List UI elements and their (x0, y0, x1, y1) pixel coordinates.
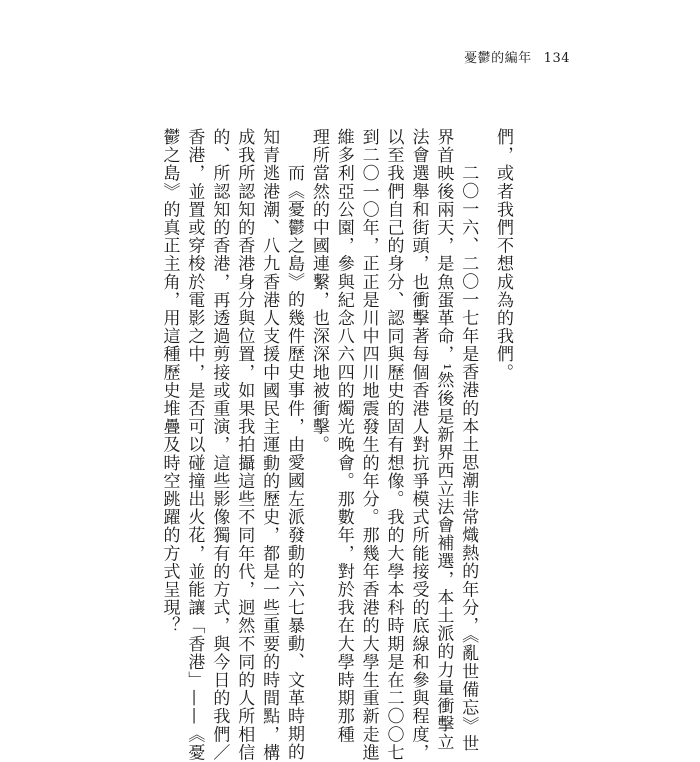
body-text (158, 128, 514, 762)
text-column: 法會選舉和街頭，也衝擊著每個香港人對抗爭模式所能接受的底線和參與程度， (408, 128, 429, 762)
text-column: 的、所認知的香港，再透過剪接或重演，這些影像獨有的方式，與今日的我們／ (209, 128, 230, 762)
running-head (464, 47, 570, 66)
text-column: 們，或者我們不想成為的我們。 (493, 128, 513, 382)
text-column: 而《憂鬱之島》的幾件歷史事件，由愛國左派發動的六七暴動、文革時期的 (283, 164, 304, 762)
text-column: 鬱之島》的真正主角，用這種歷史堆疊及時空跳躍的方式呈現？ (159, 128, 180, 635)
text-column: 成我所認知的香港身分與位置，如果我拍攝這些不同年代，迥然不同的人所相信 (234, 128, 255, 762)
text-column: 到二〇一〇年，正正是川中四川地震發生的年分。那幾年香港的大學生重新走進 (358, 128, 379, 762)
running-head-title: 憂鬱的編年 (464, 51, 532, 66)
text-column: 以至我們自己的身分、認同與歷史的固有想像。我的大學本科時期是在二〇〇七 (383, 128, 404, 762)
text-column: 理所當然的中國連繫，也深深地被衝擊。 (308, 128, 329, 454)
text-column: 二〇一六、二〇一七年是香港的本土思潮非常熾熱的年分，《亂世備忘》世 (458, 164, 479, 753)
text-column: 香港，並置或穿梭於電影之中，是否可以碰撞出火花，並能讓「香港」——《憂 (184, 128, 205, 762)
paragraph-gap (481, 128, 489, 583)
text-column: 維多利亞公園，參與紀念八六四的燭光晚會。那數年，對於我在大學時期那種 (333, 128, 354, 744)
text-column: 界首映後兩天，是魚蛋革命，¹然後是新界西立法會補選，本土派的力量衝擊立 (433, 128, 454, 752)
page-number: 134 (543, 51, 570, 66)
text-column: 知青逃港潮、八九香港人支援中國民主運動的歷史，都是一些重要的時間點，構 (259, 128, 280, 762)
